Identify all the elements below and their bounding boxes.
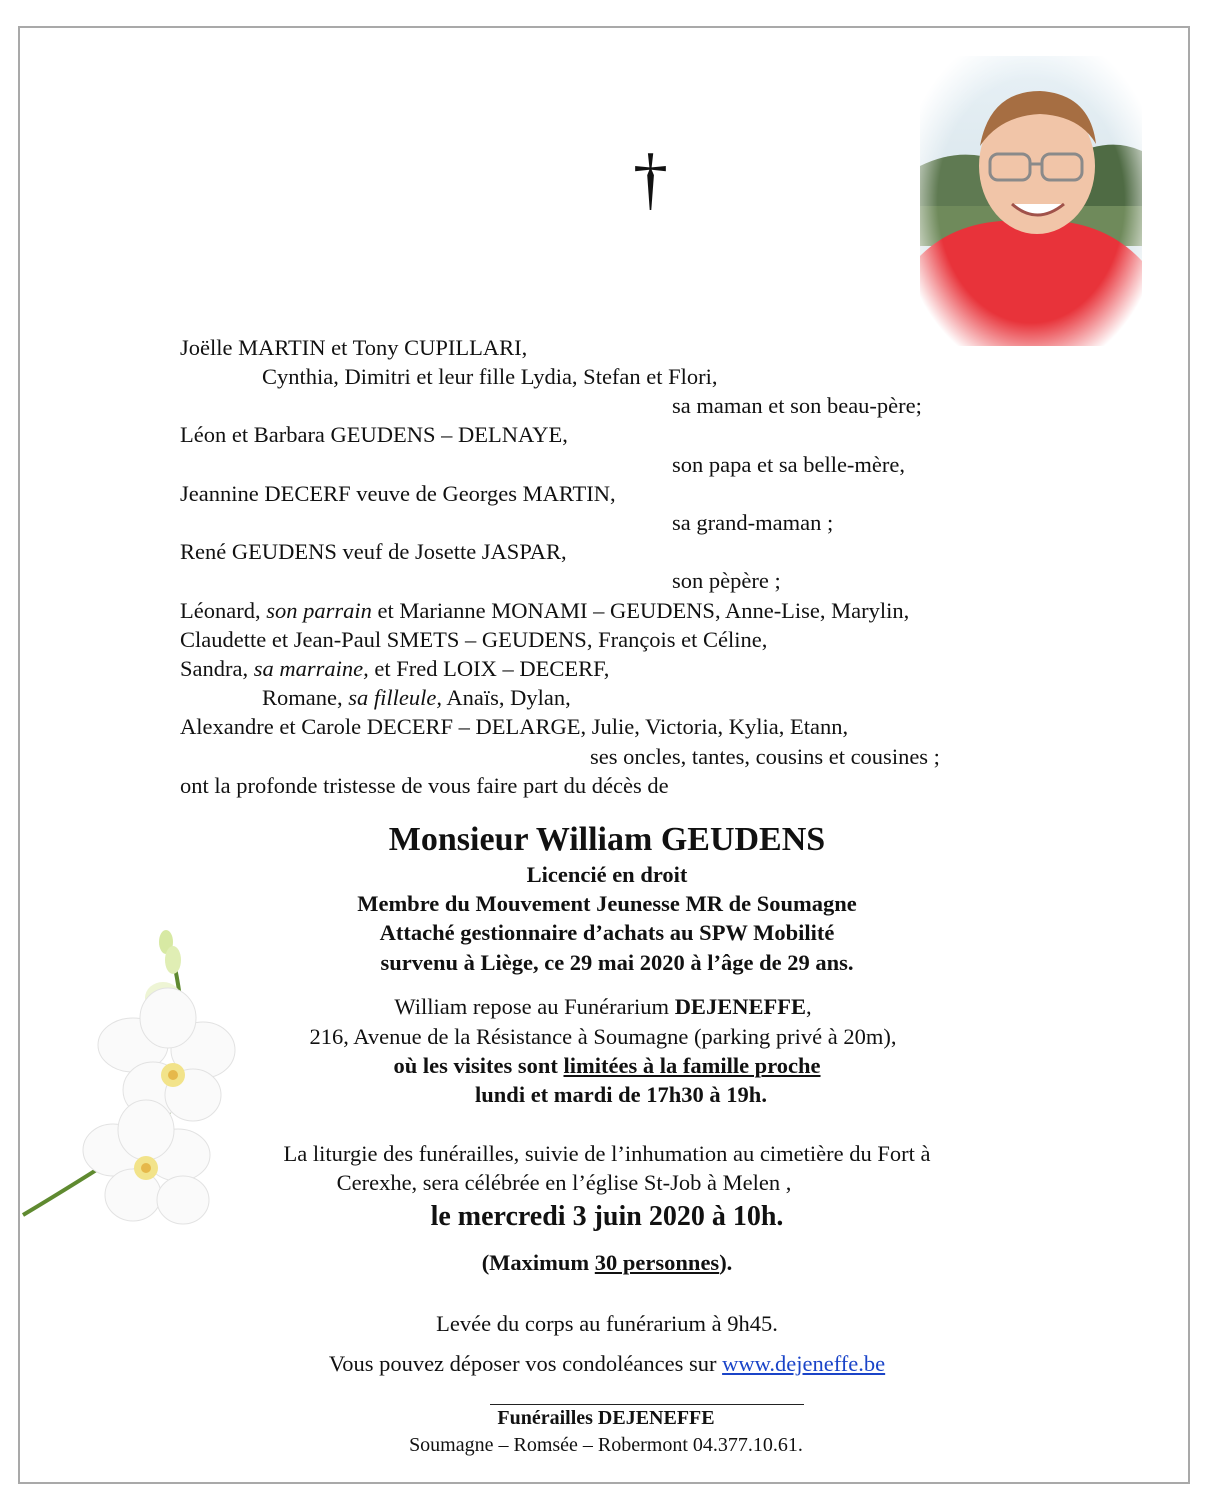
condolences-link[interactable]: www.dejeneffe.be (722, 1351, 886, 1376)
visitation-restriction: limitées à la famille proche (563, 1053, 821, 1078)
deceased-name: Monsieur William GEUDENS (388, 821, 826, 858)
max-text-c: ). (719, 1250, 733, 1275)
condolences-line (0, 1349, 1214, 1378)
visitation-restriction-text: où les visites sont (393, 1053, 564, 1078)
funerarium-name: DEJENEFFE (674, 994, 806, 1019)
funeral-max-people (0, 1248, 1214, 1277)
family-text: Alexandre et Carole DECERF – DELARGE, Julie, Victoria, Kylia, Etann, (180, 714, 849, 739)
family-line (180, 479, 616, 508)
family-text: ont la profonde tristesse de vous faire part du décès de (180, 773, 669, 798)
family-text: sa grand-maman ; (672, 510, 834, 535)
funeral-date: le mercredi 3 juin 2020 à 10h. (430, 1201, 784, 1232)
family-text: Cynthia, Dimitri et leur fille Lydia, Stefan et Flori, (262, 364, 718, 389)
family-text: Jeannine DECERF veuve de Georges MARTIN, (180, 481, 616, 506)
family-line (180, 771, 669, 800)
family-text: son pèpère ; (672, 568, 781, 593)
deceased-title-2: Membre du Mouvement Jeunesse MR de Soumagne (357, 891, 857, 916)
max-persons: 30 personnes (594, 1250, 720, 1275)
family-role: sa filleule, (348, 685, 442, 710)
family-text: son papa et sa belle-mère, (672, 452, 906, 477)
family-line (672, 508, 833, 537)
family-line (180, 654, 609, 683)
visitation-text: William repose au Funérarium (394, 994, 675, 1019)
family-line (262, 683, 571, 712)
family-text: ses oncles, tantes, cousins et cousines ; (590, 744, 940, 769)
cross-icon: † (633, 141, 668, 218)
family-line (590, 742, 940, 771)
family-text: René GEUDENS veuf de Josette JASPAR, (180, 539, 567, 564)
levee-du-corps: Levée du corps au funérarium à 9h45. (436, 1311, 778, 1336)
family-line (672, 391, 922, 420)
portrait-photo (920, 56, 1142, 346)
family-line (180, 625, 767, 654)
family-line (180, 596, 909, 625)
visitation-address: 216, Avenue de la Résistance à Soumagne (parking privé à 20m), (309, 1024, 897, 1049)
family-line (180, 537, 567, 566)
family-line (262, 362, 718, 391)
condolences-text: Vous pouvez déposer vos condoléances sur (328, 1351, 723, 1376)
deceased-title-3: Attaché gestionnaire d’achats au SPW Mobilité (379, 920, 835, 945)
family-text: Léonard, (180, 598, 267, 623)
family-text: sa maman et son beau-père; (672, 393, 922, 418)
family-text: Claudette et Jean-Paul SMETS – GEUDENS, François et Céline, (180, 627, 768, 652)
visitation-line-3 (0, 1051, 1214, 1080)
family-text: Romane, (262, 685, 349, 710)
family-line (180, 712, 848, 741)
family-line (672, 566, 781, 595)
family-role: son parrain (266, 598, 372, 623)
family-text: Sandra, (180, 656, 254, 681)
visitation-line-1 (0, 992, 1210, 1021)
deceased-title-1: Licencié en droit (526, 862, 688, 887)
family-text: et Fred LOIX – DECERF, (368, 656, 610, 681)
death-details: survenu à Liège, ce 29 mai 2020 à l’âge de 29 ans. (380, 950, 854, 975)
visitation-hours: lundi et mardi de 17h30 à 19h. (475, 1082, 767, 1107)
family-line (672, 450, 905, 479)
footer-company: Funérailles DEJENEFFE (497, 1407, 715, 1429)
family-line (180, 333, 527, 362)
family-text: Léon et Barbara GEUDENS – DELNAYE, (180, 422, 568, 447)
max-text-a: (Maximum (481, 1250, 595, 1275)
funeral-line-2: Cerexhe, sera célébrée en l’église St-Job à Melen , (336, 1170, 792, 1195)
family-line (180, 420, 568, 449)
family-text: Joëlle MARTIN et Tony CUPILLARI, (180, 335, 528, 360)
family-text: et Marianne MONAMI – GEUDENS, Anne-Lise, Marylin, (371, 598, 910, 623)
comma: , (805, 994, 812, 1019)
family-text: Anaïs, Dylan, (441, 685, 571, 710)
funeral-line-1: La liturgie des funérailles, suivie de l’inhumation au cimetière du Fort à (283, 1141, 931, 1166)
family-role: sa marraine, (253, 656, 369, 681)
footer-contact: Soumagne – Romsée – Robermont 04.377.10.61. (409, 1434, 803, 1456)
